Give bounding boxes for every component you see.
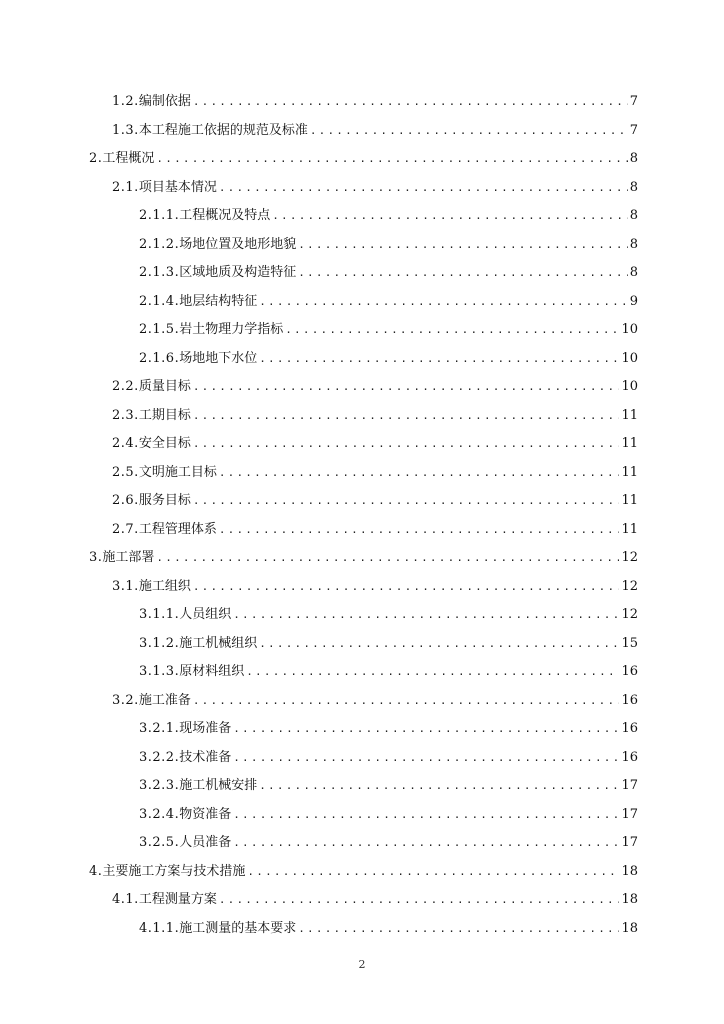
toc-entry[interactable] (139, 320, 638, 340)
toc-entry-title: 施工机械组织 (179, 636, 258, 651)
toc-entry-title: 工程测量方案 (138, 892, 217, 907)
toc-entry-number: 2.1.3. (139, 265, 180, 280)
toc-dot-leader (156, 548, 619, 568)
toc-entry-page: 11 (621, 436, 638, 451)
toc-entry-page: 18 (621, 864, 638, 879)
toc-entry-number: 4.1. (112, 892, 139, 907)
toc-entry-page: 15 (621, 636, 638, 651)
toc-entry[interactable] (89, 548, 638, 568)
toc-entry-number: 3.1.1. (139, 607, 180, 622)
toc-dot-leader (233, 805, 619, 825)
toc-dot-leader (193, 577, 620, 597)
toc-entry-number: 1.3. (112, 123, 139, 138)
toc-entry-number: 2.1.5. (139, 322, 180, 337)
toc-entry-page: 17 (621, 807, 638, 822)
toc-entry-page: 18 (621, 892, 638, 907)
toc-dot-leader (193, 92, 628, 112)
toc-entry-title: 工程概况 (102, 151, 155, 166)
toc-entry-page: 16 (621, 664, 638, 679)
toc-entry[interactable] (139, 235, 638, 255)
toc-entry-page: 12 (621, 607, 638, 622)
toc-entry-number: 3. (89, 550, 103, 565)
toc-entry-title: 技术准备 (179, 750, 232, 765)
toc-dot-leader (246, 662, 619, 682)
toc-entry-title: 安全目标 (138, 436, 191, 451)
toc-dot-leader (219, 463, 620, 483)
toc-entry[interactable] (112, 577, 638, 597)
toc-dot-leader (193, 491, 620, 511)
toc-entry-title: 施工组织 (138, 579, 191, 594)
toc-entry-page: 11 (621, 522, 638, 537)
toc-entry[interactable] (139, 805, 638, 825)
toc-entry[interactable] (112, 121, 638, 141)
toc-entry[interactable] (112, 463, 638, 483)
toc-entry-title: 施工部署 (102, 550, 155, 565)
toc-entry-title: 工程概况及特点 (179, 208, 271, 223)
toc-entry-page: 8 (629, 151, 638, 166)
toc-entry-page: 8 (629, 208, 638, 223)
toc-entry[interactable] (139, 206, 638, 226)
toc-entry-number: 2.1.6. (139, 351, 180, 366)
toc-entry[interactable] (139, 919, 638, 939)
toc-dot-leader (285, 320, 619, 340)
toc-dot-leader (193, 434, 620, 454)
toc-entry[interactable] (112, 406, 638, 426)
toc-entry-number: 2. (89, 151, 103, 166)
toc-entry[interactable] (139, 292, 638, 312)
toc-entry-title: 人员组织 (179, 607, 232, 622)
toc-entry-number: 3.2.2. (139, 750, 180, 765)
toc-entry-number: 3.2.3. (139, 778, 180, 793)
toc-entry-number: 3.1. (112, 579, 139, 594)
toc-entry-title: 施工测量的基本要求 (179, 921, 297, 936)
toc-entry-number: 2.5. (112, 465, 139, 480)
toc-entry-title: 质量目标 (138, 379, 191, 394)
toc-entry-page: 16 (621, 750, 638, 765)
toc-entry-page: 8 (629, 265, 638, 280)
toc-entry-page: 17 (621, 835, 638, 850)
toc-dot-leader (193, 377, 620, 397)
toc-entry[interactable] (89, 862, 638, 882)
toc-entry-number: 4. (89, 864, 103, 879)
toc-entry-page: 8 (629, 180, 638, 195)
toc-dot-leader (259, 292, 627, 312)
toc-dot-leader (233, 748, 619, 768)
toc-entry-title: 地层结构特征 (179, 294, 258, 309)
toc-dot-leader (272, 206, 627, 226)
toc-entry[interactable] (112, 178, 638, 198)
toc-entry-title: 文明施工目标 (138, 465, 217, 480)
toc-entry-title: 编制依据 (138, 94, 191, 109)
page-number: 2 (358, 958, 366, 971)
toc-entry-page: 7 (629, 123, 638, 138)
toc-entry-title: 现场准备 (179, 721, 232, 736)
toc-dot-leader (233, 605, 619, 625)
toc-entry[interactable] (112, 92, 638, 112)
toc-entry-number: 2.1.2. (139, 237, 180, 252)
toc-entry-number: 4.1.1. (139, 921, 180, 936)
toc-entry[interactable] (139, 263, 638, 283)
toc-entry-number: 3.1.3. (139, 664, 180, 679)
toc-dot-leader (298, 919, 619, 939)
toc-dot-leader (310, 121, 628, 141)
toc-entry[interactable] (139, 719, 638, 739)
toc-entry-title: 人员准备 (179, 835, 232, 850)
toc-entry-page: 17 (621, 778, 638, 793)
toc-entry[interactable] (112, 434, 638, 454)
toc-entry-page: 10 (621, 351, 638, 366)
toc-entry[interactable] (112, 491, 638, 511)
toc-entry-number: 2.1.1. (139, 208, 180, 223)
toc-entry-title: 岩土物理力学指标 (179, 322, 284, 337)
toc-entry[interactable] (139, 833, 638, 853)
toc-dot-leader (233, 719, 619, 739)
toc-entry-title: 场地地下水位 (179, 351, 258, 366)
toc-entry-number: 2.4. (112, 436, 139, 451)
toc-entry-page: 7 (629, 94, 638, 109)
toc-entry-title: 施工准备 (138, 693, 191, 708)
toc-entry-page: 9 (629, 294, 638, 309)
toc-dot-leader (219, 520, 620, 540)
toc-entry-number: 3.2.5. (139, 835, 180, 850)
toc-dot-leader (193, 691, 620, 711)
toc-entry-number: 2.7. (112, 522, 139, 537)
toc-dot-leader (247, 862, 619, 882)
toc-entry-title: 主要施工方案与技术措施 (102, 864, 246, 879)
toc-entry-number: 2.1. (112, 180, 139, 195)
toc-dot-leader (298, 263, 627, 283)
toc-entry-page: 11 (621, 493, 638, 508)
toc-entry-page: 8 (629, 237, 638, 252)
toc-entry-page: 10 (621, 322, 638, 337)
toc-entry[interactable] (112, 520, 638, 540)
toc-entry-title: 工期目标 (138, 408, 191, 423)
toc-entry[interactable] (139, 349, 638, 369)
toc-entry-title: 场地位置及地形地貌 (179, 237, 297, 252)
toc-entry-page: 12 (621, 579, 638, 594)
toc-entry[interactable] (139, 605, 638, 625)
toc-dot-leader (156, 149, 627, 169)
toc-entry[interactable] (112, 691, 638, 711)
toc-entry-number: 2.3. (112, 408, 139, 423)
toc-dot-leader (259, 634, 619, 654)
toc-entry-number: 2.2. (112, 379, 139, 394)
toc-entry-number: 3.2.4. (139, 807, 180, 822)
toc-entry[interactable] (139, 662, 638, 682)
toc-entry-number: 2.6. (112, 493, 139, 508)
toc-dot-leader (219, 890, 620, 910)
toc-entry-title: 服务目标 (138, 493, 191, 508)
toc-entry-number: 3.2. (112, 693, 139, 708)
toc-dot-leader (193, 406, 620, 426)
toc-entry-page: 11 (621, 465, 638, 480)
toc-entry-number: 3.1.2. (139, 636, 180, 651)
toc-entry-title: 施工机械安排 (179, 778, 258, 793)
toc-dot-leader (233, 833, 619, 853)
toc-entry[interactable] (139, 634, 638, 654)
toc-entry-number: 2.1.4. (139, 294, 180, 309)
toc-entry-title: 区域地质及构造特征 (179, 265, 297, 280)
toc-entry[interactable] (139, 748, 638, 768)
toc-entry-page: 16 (621, 721, 638, 736)
toc-entry-page: 16 (621, 693, 638, 708)
toc-entry-page: 12 (621, 550, 638, 565)
toc-dot-leader (259, 349, 619, 369)
toc-entry-page: 11 (621, 408, 638, 423)
toc-dot-leader (219, 178, 628, 198)
toc-entry-page: 10 (621, 379, 638, 394)
toc-entry-title: 物资准备 (179, 807, 232, 822)
toc-entry[interactable] (89, 149, 638, 169)
toc-entry-title: 项目基本情况 (138, 180, 217, 195)
toc-entry[interactable] (112, 377, 638, 397)
toc-entry[interactable] (139, 776, 638, 796)
toc-entry-number: 3.2.1. (139, 721, 180, 736)
toc-dot-leader (259, 776, 619, 796)
toc-entry-page: 18 (621, 921, 638, 936)
toc-dot-leader (298, 235, 627, 255)
toc-entry-title: 工程管理体系 (138, 522, 217, 537)
toc-entry-title: 本工程施工依据的规范及标准 (138, 123, 308, 138)
toc-entry[interactable] (112, 890, 638, 910)
toc-entry-title: 原材料组织 (179, 664, 245, 679)
toc-entry-number: 1.2. (112, 94, 139, 109)
